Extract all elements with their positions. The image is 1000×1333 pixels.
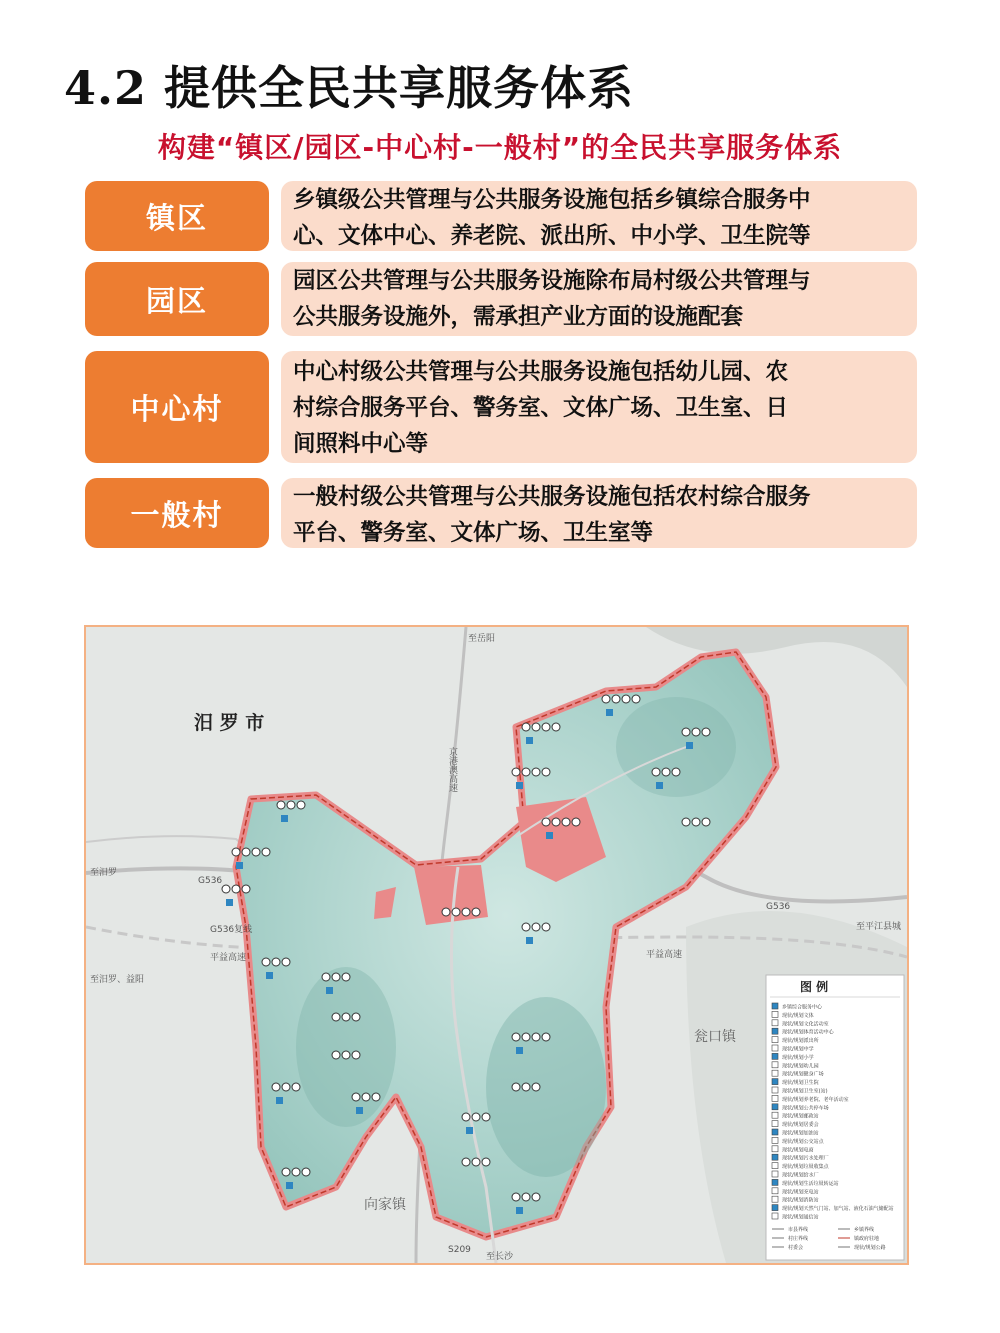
label-g536-right: G536 xyxy=(766,902,791,912)
legend-item-label: 现状/规划居委会 xyxy=(782,1122,819,1129)
label-wengkou: 瓮口镇 xyxy=(694,1029,736,1045)
legend-item-label: 现状/规划公共停车场 xyxy=(782,1105,829,1112)
label-to-pingjiang: 至平江县城 xyxy=(856,922,902,932)
legend-icon xyxy=(772,1213,778,1219)
legend-bottom-label: 村委会 xyxy=(788,1245,804,1251)
desc-line: 平台、警务室、文体广场、卫生室等 xyxy=(293,520,654,546)
page-title: 4.2 提供全民共享服务体系 xyxy=(64,61,635,115)
desc-line: 一般村级公共管理与公共服务设施包括农村综合服务 xyxy=(293,484,811,510)
terrain-relief xyxy=(616,697,736,797)
label-to-miluo-yiyang: 至汨罗、益阳 xyxy=(90,975,145,985)
legend-icon xyxy=(772,1179,778,1185)
tier-tag: 中心村 xyxy=(85,351,269,463)
legend-item-label: 现状/规划卫生院 xyxy=(782,1080,819,1087)
legend-icon xyxy=(772,1104,778,1110)
legend-icon xyxy=(772,1171,778,1177)
legend-bottom-label: 市县界线 xyxy=(788,1227,809,1233)
legend-icon xyxy=(772,1154,778,1160)
label-pingyi-right: 平益高速 xyxy=(646,950,683,960)
page-subtitle: 构建“镇区/园区-中心村-一般村”的全民共享服务体系 xyxy=(157,131,843,164)
legend-item-label: 现状/规划加油站 xyxy=(782,1130,819,1137)
tier-tag: 镇区 xyxy=(85,181,269,251)
label-g536-left: G536 xyxy=(198,876,223,886)
legend-item-label: 现状/规划电商 xyxy=(782,1147,814,1154)
legend-item-label: 现状/规划通信站 xyxy=(782,1214,819,1221)
legend-item-label: 现状/规划健身广场 xyxy=(782,1071,824,1078)
legend-bottom-label: 镇政府驻地 xyxy=(854,1236,880,1242)
legend-item-label: 现状/规划卫生室(站) xyxy=(782,1088,828,1095)
label-g536-fu: G536复线 xyxy=(210,925,253,935)
desc-line: 园区公共管理与公共服务设施除布局村级公共管理与 xyxy=(293,268,811,294)
legend-item-label: 现状/规划派出所 xyxy=(782,1038,819,1045)
tier-tag: 园区 xyxy=(85,262,269,336)
service-map xyxy=(84,625,909,1265)
legend-icon xyxy=(772,1020,778,1026)
legend-icon xyxy=(772,1095,778,1101)
label-s209: S209 xyxy=(448,1245,471,1255)
terrain-relief xyxy=(296,967,396,1127)
legend-item-label: 现状/规划生活垃圾转运站 xyxy=(782,1180,839,1187)
legend-icon xyxy=(772,1062,778,1068)
legend-icon xyxy=(772,1037,778,1043)
label-to-miluo: 至汨罗 xyxy=(90,868,118,878)
desc-line: 村综合服务平台、警务室、文体广场、卫生室、日 xyxy=(293,395,789,421)
legend-title: 图 例 xyxy=(800,980,829,994)
desc-line: 乡镇级公共管理与公共服务设施包括乡镇综合服务中 xyxy=(293,187,811,213)
label-xiangjia: 向家镇 xyxy=(364,1197,406,1213)
legend-icon xyxy=(772,1112,778,1118)
label-to-yueyang: 至岳阳 xyxy=(468,634,496,644)
legend-icon xyxy=(772,1070,778,1076)
legend-item-label: 现状/规划充电站 xyxy=(782,1189,819,1196)
legend-icon xyxy=(772,1028,778,1034)
legend-icon xyxy=(772,1087,778,1093)
legend-icon xyxy=(772,1003,778,1009)
legend-icon xyxy=(772,1053,778,1059)
legend-item-label: 现状/规划养老院、老年活动室 xyxy=(782,1096,849,1103)
legend-icon xyxy=(772,1079,778,1085)
legend-item-label: 现状/规划文体 xyxy=(782,1012,814,1019)
legend-item-label: 现状/规划体育活动中心 xyxy=(782,1029,834,1036)
legend-item-label: 乡镇综合服务中心 xyxy=(782,1004,823,1011)
legend-bottom-label: 村庄界线 xyxy=(788,1236,809,1242)
legend-item-label: 现状/规划邮政站 xyxy=(782,1113,819,1120)
tier-tag: 一般村 xyxy=(85,478,269,548)
desc-line: 心、文体中心、养老院、派出所、中小学、卫生院等 xyxy=(293,223,811,249)
label-miluo: 汨 罗 市 xyxy=(194,712,265,734)
legend-item-label: 现状/规划污水处理厂 xyxy=(782,1155,829,1162)
terrain-relief xyxy=(486,997,606,1177)
tier-row-town xyxy=(85,181,917,251)
legend-bottom-label: 现状/规划公路 xyxy=(854,1245,886,1251)
legend-item-label: 现状/规划小学 xyxy=(782,1054,814,1061)
tier-row-general-village xyxy=(85,478,917,548)
legend-icon xyxy=(772,1146,778,1152)
tier-description xyxy=(281,478,917,548)
desc-line: 中心村级公共管理与公共服务设施包括幼儿园、农 xyxy=(293,359,789,385)
desc-line: 间照料中心等 xyxy=(293,431,429,457)
legend-icon xyxy=(772,1196,778,1202)
tier-row-park xyxy=(85,262,917,336)
label-to-changsha: 至长沙 xyxy=(486,1252,514,1262)
legend-icon xyxy=(772,1137,778,1143)
legend-item-label: 现状/规划中学 xyxy=(782,1046,814,1053)
legend-icon xyxy=(772,1121,778,1127)
legend-item-label: 现状/规划垃圾收集点 xyxy=(782,1164,829,1171)
legend-item-label: 现状/规划消防站 xyxy=(782,1197,819,1204)
label-pingyi-left: 平益高速 xyxy=(210,953,247,963)
legend-icon xyxy=(772,1129,778,1135)
tier-row-central-village xyxy=(85,351,917,463)
legend-icon xyxy=(772,1163,778,1169)
desc-line: 公共服务设施外，需承担产业方面的设施配套 xyxy=(293,304,744,330)
tier-description xyxy=(281,351,917,463)
legend-item-label: 现状/规划公交站点 xyxy=(782,1138,824,1145)
legend-icon xyxy=(772,1045,778,1051)
tier-description xyxy=(281,181,917,251)
legend-icon xyxy=(772,1011,778,1017)
label-jinggang: 京港澳高速 xyxy=(447,747,457,792)
legend-icon xyxy=(772,1188,778,1194)
legend-item-label: 现状/规划给水厂 xyxy=(782,1172,819,1179)
legend-item-label: 现状/规划天然气门站、加气站、液化石油气储配站 xyxy=(782,1206,894,1213)
legend-bottom-label: 乡镇界线 xyxy=(854,1227,875,1233)
legend-icon xyxy=(772,1205,778,1211)
legend-item-label: 现状/规划幼儿园 xyxy=(782,1063,819,1070)
tier-description xyxy=(281,262,917,336)
legend-item-label: 现状/规划文化活动室 xyxy=(782,1021,829,1028)
